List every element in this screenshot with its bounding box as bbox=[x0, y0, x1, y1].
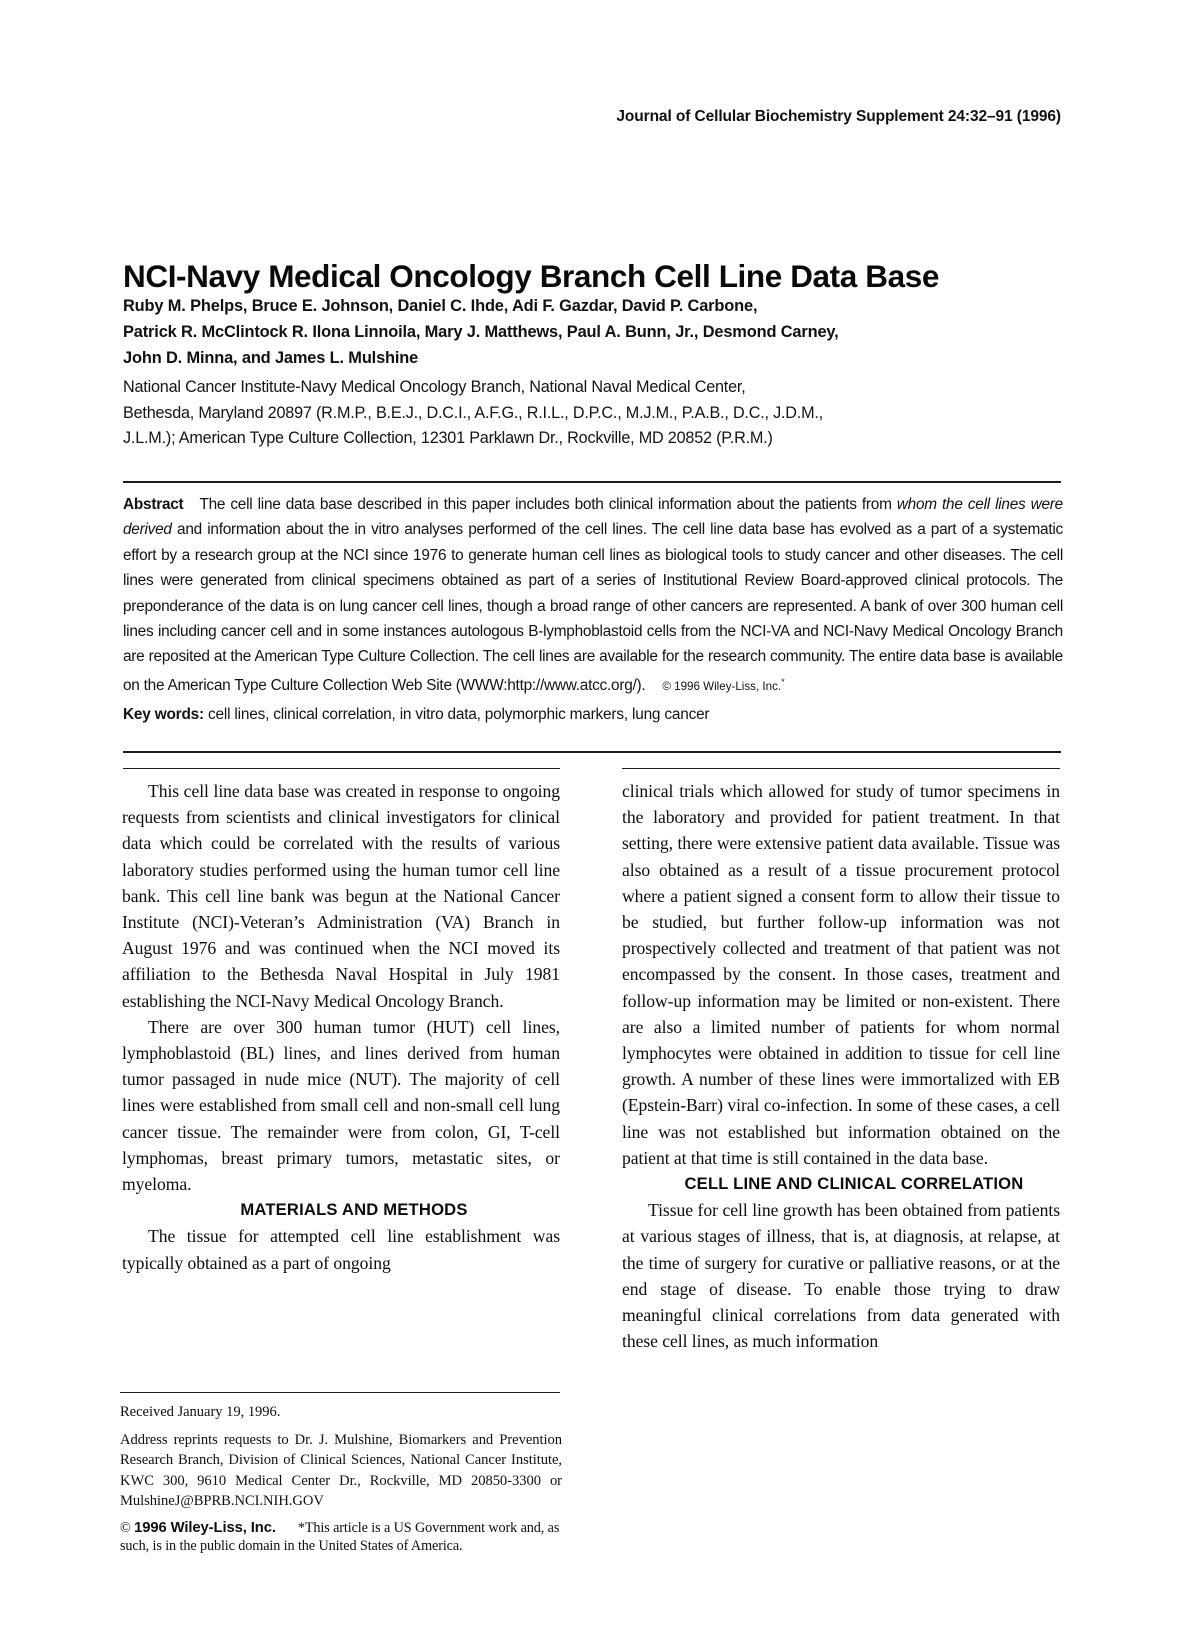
author-line: Patrick R. McClintock R. Ilona Linnoila, Mary J. Matthews, Paul A. Bunn, Jr., Desmond Carney, bbox=[123, 322, 839, 341]
footnote-block bbox=[120, 1402, 562, 1556]
copyright-symbol: © bbox=[120, 1519, 131, 1536]
affiliation-line: J.L.M.); American Type Culture Collection, 12301 Parklawn Dr., Rockville, MD 20852 (P.R.M.) bbox=[123, 429, 773, 448]
divider-right-column-top bbox=[622, 768, 1060, 769]
page-title: NCI-Navy Medical Oncology Branch Cell Line Data Base bbox=[123, 258, 939, 295]
paragraph: clinical trials which allowed for study of tumor specimens in the laboratory and provided for patient treatment. In that setting, there were extensive patient data available. Tissue was also obtained as a result of a tissue procurement protocol where a patient signed a consent form to allow their tissue to be studied, but further follow-up information was not prospectively collected and treatment of that patient was not encompassed by the consent. In those cases, treatment and follow-up information may be limited or non-existent. There are also a limited number of patients for whom normal lymphocytes were obtained in addition to tissue for cell line growth. A number of these lines were immortalized with EB (Epstein-Barr) viral co-infection. In some of these cases, a cell line was not established but information obtained on the patient at that time is still contained in the data base. bbox=[622, 781, 1060, 1168]
paragraph: There are over 300 human tumor (HUT) cell lines, lymphoblastoid (BL) lines, and lines derived from human tumor passaged in nude mice (NUT). The majority of cell lines were established from small cell and non-small cell lung cancer tissue. The remainder were from colon, GI, T-cell lymphomas, breast primary tumors, metastatic sites, or myeloma. bbox=[122, 1016, 560, 1195]
abstract-copyright-text: © 1996 Wiley-Liss, Inc. bbox=[662, 679, 782, 693]
abstract-text-part2: and information about the in vitro analyses performed of the cell lines. The cell line data base has evolved as a part of a systematic effort by a research group at the NCI since 1976 to generate human cell lines as biological tools to study cancer and other diseases. The cell lines were generated from clinical specimens obtained as part of a series of Institutional Review Board-approved clinical protocols. The preponderance of the data is on lung cancer cell lines, though a broad range of other cancers are represented. A bank of over 300 human cell lines including cancer cell and in some instances autologous B-lymphoblastoid cells from the NCI-VA and NCI-Navy Medical Oncology Branch are reposited at the American Type Culture Collection. The cell lines are available for the research community. The entire data base is available on the American Type Culture Collection Web Site (WWW:http://www.atcc.org/). bbox=[123, 521, 1063, 694]
author-list bbox=[123, 294, 1063, 371]
keywords-label: Key words: bbox=[123, 706, 204, 723]
divider-above-footnotes bbox=[120, 1392, 560, 1393]
divider-above-abstract bbox=[123, 481, 1061, 483]
paragraph: Tissue for cell line growth has been obtained from patients at various stages of illness, that is, at diagnosis, at relapse, at the time of surgery for curative or palliative reasons, or at the end stage of disease. To enable those trying to draw meaningful clinical correlations from data generated with these cell lines, as much information bbox=[622, 1200, 1060, 1352]
abstract-label: Abstract bbox=[123, 496, 184, 513]
author-line: Ruby M. Phelps, Bruce E. Johnson, Daniel C. Ihde, Adi F. Gazdar, David P. Carbone, bbox=[123, 297, 758, 315]
body-column-left bbox=[122, 778, 560, 1338]
abstract-copyright bbox=[649, 676, 785, 693]
section-heading-materials-and-methods: MATERIALS AND METHODS bbox=[240, 1200, 468, 1220]
abstract-block bbox=[123, 492, 1063, 699]
affiliation-block bbox=[123, 375, 1068, 452]
affiliation-line: National Cancer Institute-Navy Medical Oncology Branch, National Naval Medical Center, bbox=[123, 378, 746, 396]
footnote-received-date: Received January 19, 1996. bbox=[120, 1404, 281, 1420]
paragraph: This cell line data base was created in response to ongoing requests from scientists and clinical investigators for clinical data which could be correlated with the results of various laboratory studies performed using the human tumor cell line bank. This cell line bank was begun at the National Cancer Institute (NCI)-Veteran’s Administration (VA) Branch in August 1976 and was continued when the NCI moved its affiliation to the Bethesda Naval Hospital in July 1981 establishing the NCI-Navy Medical Oncology Branch. bbox=[122, 781, 560, 1011]
body-column-right bbox=[622, 778, 1060, 1496]
abstract-copyright-marker: * bbox=[781, 676, 785, 687]
author-line: John D. Minna, and James L. Mulshine bbox=[123, 348, 419, 367]
footnote-copyright bbox=[120, 1519, 562, 1556]
publisher-name: 1996 Wiley-Liss, Inc. bbox=[134, 1519, 276, 1536]
divider-left-column-top bbox=[123, 768, 560, 769]
footnote-address: Address reprints requests to Dr. J. Mulshine, Biomarkers and Prevention Research Branch, Division of Clinical Sciences, National Cancer Institute, KWC 300, 9610 Medical Center Dr., Rockville, MD 20850-3300 or MulshineJ@BPRB.NCI.NIH.GOV bbox=[120, 1431, 562, 1510]
abstract-text-part1: The cell line data base described in this paper includes both clinical information about the patients from bbox=[199, 496, 892, 513]
running-head: Journal of Cellular Biochemistry Supplement 24:32–91 (1996) bbox=[616, 108, 1061, 125]
keywords-value: cell lines, clinical correlation, in vitro data, polymorphic markers, lung cancer bbox=[208, 706, 710, 723]
government-work-note: *This article is a US Government work and, as such, is in the public domain in the United States of America. bbox=[120, 1519, 560, 1555]
section-heading-cell-line-and-clinical-correlation: CELL LINE AND CLINICAL CORRELATION bbox=[684, 1174, 1024, 1194]
paragraph: The tissue for attempted cell line establishment was typically obtained as a part of ongoing bbox=[122, 1226, 560, 1273]
keywords-line bbox=[123, 706, 1063, 724]
abstract-text-italic: whom the cell lines were derived bbox=[123, 496, 1063, 539]
divider-below-keywords bbox=[123, 751, 1061, 753]
affiliation-line: Bethesda, Maryland 20897 (R.M.P., B.E.J., D.C.I., A.F.G., R.I.L., D.P.C., M.J.M., P.A.B., D.C., J.D.M., bbox=[123, 403, 823, 422]
